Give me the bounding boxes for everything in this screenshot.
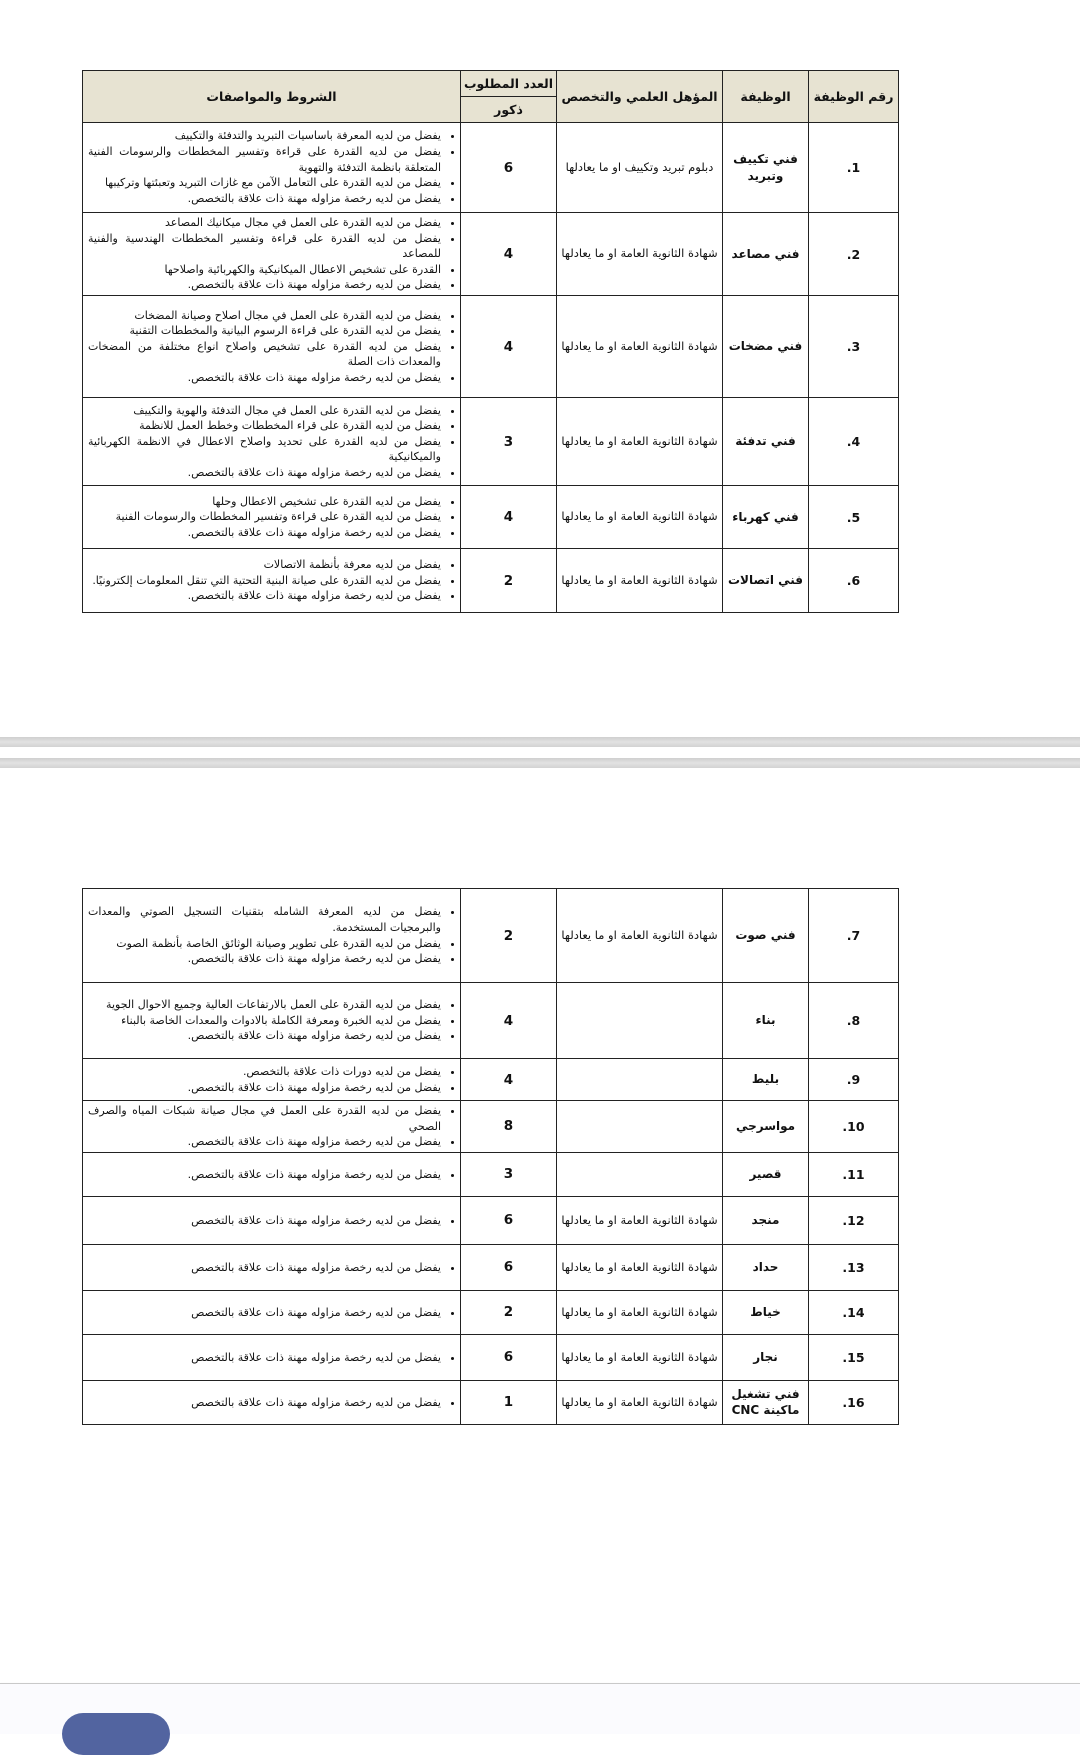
job-number-cell: .7 (809, 889, 899, 983)
condition-item: • يفضل من لديه رخصة مزاوله مهنة ذات علاقة بالتخصص (88, 1213, 441, 1229)
qualification-cell: شهادة الثانوية العامة او ما يعادلها (557, 1196, 723, 1244)
required-count-cell: 4 (461, 1059, 557, 1101)
job-title-cell: حداد (723, 1244, 809, 1290)
conditions-cell (83, 889, 461, 983)
conditions-list (86, 308, 457, 386)
required-count-cell: 4 (461, 486, 557, 549)
jobs-table-page2 (82, 888, 899, 1425)
condition-item: • يفضل من لديه القدرة على قراء المخططات وخطط العمل للانظمة (88, 418, 441, 434)
header-required-count-label: العدد المطلوب (461, 71, 556, 97)
table-body-page2 (83, 889, 899, 1425)
table-row (83, 123, 899, 213)
condition-item: • يفضل من لديه القدرة على العمل في مجال ميكانيك المصاعد (88, 215, 441, 231)
job-title-cell: فني اتصالات (723, 549, 809, 613)
job-title-cell: بليط (723, 1059, 809, 1101)
table-body-page1 (83, 123, 899, 613)
job-title-cell: فني كهرباء (723, 486, 809, 549)
condition-item: • يفضل من لديه القدرة على العمل في مجال اصلاح وصيانة المضخات (88, 308, 441, 324)
required-count-cell: 6 (461, 1244, 557, 1290)
qualification-cell: شهادة الثانوية العامة او ما يعادلها (557, 296, 723, 398)
conditions-cell (83, 398, 461, 486)
condition-item: • يفضل من لديه رخصة مزاوله مهنة ذات علاقة بالتخصص. (88, 465, 441, 481)
table-row (83, 889, 899, 983)
conditions-list (86, 904, 457, 966)
table-row (83, 1059, 899, 1101)
job-title-cell: خياط (723, 1290, 809, 1334)
condition-item: • يفضل من لديه القدرة على قراءة وتفسير المخططات والرسومات الفنية (88, 509, 441, 525)
condition-item: • يفضل من لديه دورات ذات علاقة بالتخصص. (88, 1064, 441, 1080)
condition-item: • يفضل من لديه رخصة مزاوله مهنة ذات علاقة بالتخصص. (88, 1028, 441, 1044)
header-job: الوظيفة (723, 71, 809, 123)
table-row (83, 1152, 899, 1196)
table-row (83, 213, 899, 296)
condition-item: • يفضل من لديه رخصة مزاوله مهنة ذات علاقة بالتخصص (88, 1395, 441, 1411)
header-job-number: رقم الوظيفة (809, 71, 899, 123)
job-title-cell: فني مصاعد (723, 213, 809, 296)
required-count-cell: 2 (461, 889, 557, 983)
condition-item: • يفضل من لديه القدرة على صيانة البنية التحتية التي تنقل المعلومات إلكترونيًا. (88, 573, 441, 589)
conditions-list (86, 1064, 457, 1095)
qualification-cell: شهادة الثانوية العامة او ما يعادلها (557, 398, 723, 486)
conditions-cell (83, 1101, 461, 1153)
header-conditions: الشروط والمواصفات (83, 71, 461, 123)
condition-item: • يفضل من لديه معرفة بأنظمة الاتصالات (88, 557, 441, 573)
table-row (83, 1101, 899, 1153)
condition-item: • يفضل من لديه رخصة مزاوله مهنة ذات علاقة بالتخصص. (88, 191, 441, 207)
table-row (83, 1290, 899, 1334)
required-count-cell: 4 (461, 296, 557, 398)
qualification-cell: شهادة الثانوية العامة او ما يعادلها (557, 1380, 723, 1424)
job-title-cell: فني تشغيل ماكينة CNC (723, 1380, 809, 1424)
qualification-cell (557, 1152, 723, 1196)
qualification-cell: شهادة الثانوية العامة او ما يعادلها (557, 1334, 723, 1380)
job-number-cell: .13 (809, 1244, 899, 1290)
condition-item: • يفضل من لديه رخصة مزاوله مهنة ذات علاقة بالتخصص. (88, 370, 441, 386)
qualification-cell: شهادة الثانوية العامة او ما يعادلها (557, 889, 723, 983)
job-number-cell: .9 (809, 1059, 899, 1101)
required-count-cell: 2 (461, 1290, 557, 1334)
table-row (83, 1334, 899, 1380)
job-number-cell: .14 (809, 1290, 899, 1334)
conditions-list (86, 1305, 457, 1321)
required-count-cell: 1 (461, 1380, 557, 1424)
condition-item: • يفضل من لديه رخصة مزاوله مهنة ذات علاقة بالتخصص. (88, 1134, 441, 1150)
condition-item: • يفضل من لديه رخصة مزاوله مهنة ذات علاقة بالتخصص (88, 1350, 441, 1366)
condition-item: • يفضل من لديه القدرة على قراءة الرسوم البيانية والمخططات التقنية (88, 323, 441, 339)
conditions-cell (83, 1290, 461, 1334)
table-row (83, 1244, 899, 1290)
required-count-cell: 8 (461, 1101, 557, 1153)
qualification-cell: شهادة الثانوية العامة او ما يعادلها (557, 549, 723, 613)
job-number-cell: .15 (809, 1334, 899, 1380)
conditions-cell (83, 1196, 461, 1244)
conditions-cell (83, 1244, 461, 1290)
condition-item: • يفضل من لديه القدرة على العمل بالارتفاعات العالية وجميع الاحوال الجوية (88, 997, 441, 1013)
conditions-cell (83, 213, 461, 296)
conditions-cell (83, 296, 461, 398)
condition-item: • يفضل من لديه رخصة مزاوله مهنة ذات علاقة بالتخصص. (88, 1167, 441, 1183)
job-title-cell: فني صوت (723, 889, 809, 983)
header-males-label: ذكور (494, 102, 523, 117)
conditions-list (86, 1167, 457, 1183)
job-number-cell: .6 (809, 549, 899, 613)
page-separator (0, 737, 1080, 747)
job-title-cell: مواسرجي (723, 1101, 809, 1153)
conditions-list (86, 1260, 457, 1276)
condition-item: • يفضل من لديه رخصة مزاوله مهنة ذات علاقة بالتخصص. (88, 525, 441, 541)
condition-item: • يفضل من لديه رخصة مزاوله مهنة ذات علاقة بالتخصص (88, 1305, 441, 1321)
condition-item: • يفضل من لديه الخبرة ومعرفة الكاملة بالادوات والمعدات الخاصة بالبناء (88, 1013, 441, 1029)
qualification-cell: شهادة الثانوية العامة او ما يعادلها (557, 1290, 723, 1334)
qualification-cell: شهادة الثانوية العامة او ما يعادلها (557, 486, 723, 549)
condition-item: • يفضل من لديه رخصة مزاوله مهنة ذات علاقة بالتخصص. (88, 1080, 441, 1096)
conditions-cell (83, 1059, 461, 1101)
job-number-cell: .12 (809, 1196, 899, 1244)
qualification-cell: دبلوم تبريد وتكييف او ما يعادلها (557, 123, 723, 213)
job-number-cell: .4 (809, 398, 899, 486)
condition-item: • يفضل من لديه القدرة على تشخيص واصلاح انواع مختلفة من المضخات والمعدات ذات الصلة (88, 339, 441, 370)
qualification-cell: شهادة الثانوية العامة او ما يعادلها (557, 1244, 723, 1290)
conditions-list (86, 215, 457, 293)
required-count-cell: 6 (461, 1196, 557, 1244)
conditions-cell (83, 1152, 461, 1196)
job-number-cell: .10 (809, 1101, 899, 1153)
table-row (83, 398, 899, 486)
job-number-cell: .2 (809, 213, 899, 296)
required-count-cell: 4 (461, 213, 557, 296)
condition-item: • يفضل من لديه رخصة مزاوله مهنة ذات علاقة بالتخصص. (88, 277, 441, 293)
conditions-list (86, 1395, 457, 1411)
job-number-cell: .16 (809, 1380, 899, 1424)
conditions-list (86, 997, 457, 1044)
condition-item: • يفضل من لديه رخصة مزاوله مهنة ذات علاقة بالتخصص. (88, 588, 441, 604)
required-count-cell: 2 (461, 549, 557, 613)
qualification-cell (557, 983, 723, 1059)
condition-item: • يفضل من لديه القدرة على تطوير وصيانة الوثائق الخاصة بأنظمة الصوت (88, 936, 441, 952)
job-title-cell: نجار (723, 1334, 809, 1380)
condition-item: • يفضل من لديه القدرة على التعامل الآمن مع غازات التبريد وتعبئتها وتركيبها (88, 175, 441, 191)
conditions-cell (83, 123, 461, 213)
conditions-list (86, 1350, 457, 1366)
job-number-cell: .11 (809, 1152, 899, 1196)
job-number-cell: .3 (809, 296, 899, 398)
required-count-cell: 3 (461, 398, 557, 486)
condition-item: • يفضل من لديه القدرة على تشخيص الاعطال وحلها (88, 494, 441, 510)
table-row (83, 983, 899, 1059)
qualification-cell: شهادة الثانوية العامة او ما يعادلها (557, 213, 723, 296)
job-title-cell: فني مضخات (723, 296, 809, 398)
condition-item: • يفضل من لديه القدرة على قراءة وتفسير المخططات الهندسية والفنية للمصاعد (88, 231, 441, 262)
condition-item: • يفضل من لديه القدرة على العمل في مجال التدفئة والهوية والتكييف (88, 403, 441, 419)
conditions-cell (83, 1380, 461, 1424)
condition-item: • يفضل من لديه القدرة على تحديد واصلاح الاعطال في الانظمة الكهربائية والميكانيكية (88, 434, 441, 465)
qualification-cell (557, 1059, 723, 1101)
job-title-cell: قصير (723, 1152, 809, 1196)
condition-item: • يفضل من لديه المعرفة الشامله بتقنيات التسجيل الصوتي والمعدات والبرمجيات المستخدمة. (88, 904, 441, 935)
jobs-table-page1 (82, 70, 899, 613)
conditions-list (86, 403, 457, 481)
page-separator (0, 758, 1080, 768)
conditions-cell (83, 983, 461, 1059)
conditions-list (86, 128, 457, 206)
conditions-list (86, 1103, 457, 1150)
job-number-cell: .8 (809, 983, 899, 1059)
floating-action-button[interactable] (62, 1713, 170, 1755)
table-row (83, 296, 899, 398)
header-required-count (461, 71, 557, 123)
condition-item: • يفضل من لديه القدرة على قراءة وتفسير المخططات والرسومات الفنية المتعلقة بانظمة التدفئة والتهوية (88, 144, 441, 175)
conditions-cell (83, 1334, 461, 1380)
required-count-cell: 6 (461, 1334, 557, 1380)
table-row (83, 549, 899, 613)
job-title-cell: منجد (723, 1196, 809, 1244)
table-row (83, 1196, 899, 1244)
required-count-cell: 3 (461, 1152, 557, 1196)
condition-item: • يفضل من لديه رخصة مزاوله مهنة ذات علاقة بالتخصص. (88, 951, 441, 967)
qualification-cell (557, 1101, 723, 1153)
job-number-cell: .5 (809, 486, 899, 549)
conditions-list (86, 557, 457, 604)
required-count-cell: 6 (461, 123, 557, 213)
job-number-cell: .1 (809, 123, 899, 213)
conditions-cell (83, 486, 461, 549)
condition-item: • يفضل من لديه المعرفة باساسيات التبريد والتدفئة والتكييف (88, 128, 441, 144)
header-qualification: المؤهل العلمي والتخصص (557, 71, 723, 123)
condition-item: • يفضل من لديه القدرة على العمل في مجال صيانة شبكات المياه والصرف الصحي (88, 1103, 441, 1134)
job-title-cell: فني تدفئة (723, 398, 809, 486)
table-header (83, 71, 899, 123)
job-title-cell: فني تكييف وتبريد (723, 123, 809, 213)
conditions-cell (83, 549, 461, 613)
job-title-cell: بناء (723, 983, 809, 1059)
table-row (83, 1380, 899, 1424)
table-row (83, 486, 899, 549)
required-count-cell: 4 (461, 983, 557, 1059)
header-row (83, 71, 899, 123)
condition-item: • يفضل من لديه رخصة مزاوله مهنة ذات علاقة بالتخصص (88, 1260, 441, 1276)
condition-item: • القدرة على تشخيص الاعطال الميكانيكية والكهربائية واصلاحها (88, 262, 441, 278)
conditions-list (86, 494, 457, 541)
conditions-list (86, 1213, 457, 1229)
